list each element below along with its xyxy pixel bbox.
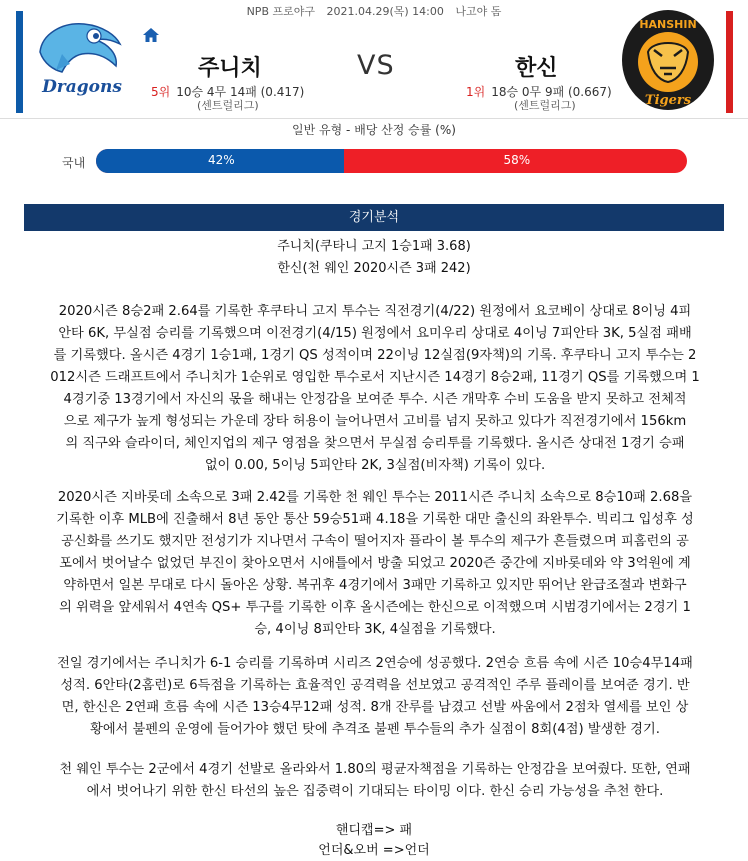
win-probability-bar <box>96 149 687 173</box>
handicap-pick: 핸디캡=> 패 <box>335 823 413 838</box>
match-header <box>0 0 748 119</box>
under-over-pick: 언더&오버 =>언더 <box>318 843 430 858</box>
analysis-line: 안타 6K, 무실점 승리를 기록했으며 이전경기(4/15) 원정에서 요미우리 상대로 4이닝 7피안타 3K, 5실점 패배 <box>58 326 692 341</box>
analysis-line: 면, 한신은 2연패 흐름 속에 시즌 13승4무12패 성적. 8개 잔루를 남겼고 선발 싸움에서 2점차 열세를 보인 상 <box>61 700 689 715</box>
svg-text:Tigers: Tigers <box>644 93 692 108</box>
analysis-line: 승, 4이닝 8피안타 3K, 4실점을 기록했다. <box>254 622 496 637</box>
away-team-record-text: 18승 0무 9패 (0.667) <box>491 85 612 99</box>
match-datetime: 2021.04.29(목) 14:00 <box>326 5 444 18</box>
analysis-line: 공신화를 쓰기도 했지만 전성기가 지나면서 구속이 떨어지자 플라이 볼 투수의 제구가 흔들렸으며 피홈런의 공 <box>61 534 689 549</box>
home-team-league: (센트럴리그) <box>197 99 259 112</box>
betting-row-label: 국내 <box>62 156 86 170</box>
analysis-line: 전일 경기에서는 주니치가 6-1 승리를 기록하며 시리즈 2연승에 성공했다. 2연승 흐름 속에 시즌 10승4무14패 <box>57 656 693 671</box>
starting-pitchers <box>0 236 748 280</box>
home-team-record-text: 10승 4무 14패 (0.417) <box>176 85 305 99</box>
home-team-rank: 5위 <box>151 85 171 99</box>
away-win-probability: 58% <box>503 153 531 167</box>
home-win-probability: 42% <box>208 153 235 167</box>
analysis-line: 2020시즌 8승2패 2.64를 기록한 후쿠타니 고지 투수는 직전경기(4/22) 원정에서 요코베이 상대로 8이닝 4피 <box>58 304 692 319</box>
away-team-rank: 1위 <box>466 85 486 99</box>
analysis-line: 성적. 6안타(2홈런)로 6득점을 기록하는 효율적인 공격력을 선보였고 공격적인 주루 플레이를 보여준 경기. 반 <box>60 678 690 693</box>
away-starting-pitcher: 한신(천 웨인 2020시즌 3패 242) <box>277 261 471 276</box>
analysis-line: 의 위력을 앞세워서 4연속 QS+ 투구를 기록한 이후 올시즌에는 한신으로 이적했으며 시범경기에서는 2경기 1 <box>59 600 691 615</box>
analysis-line: 를 기록했다. 올시즌 4경기 1승1패, 1경기 QS 성적이며 22이닝 12실점(9자책)의 기록. 후쿠타니 고지 투수는 2 <box>53 348 697 363</box>
away-team-name: 한신 <box>515 56 558 81</box>
tigers-logo <box>620 8 716 112</box>
analysis-paragraph <box>12 759 738 803</box>
home-starting-pitcher: 주니치(쿠타니 고지 1승1패 3.68) <box>277 239 471 254</box>
analysis-line: 포에서 벗어날수 없었던 부진이 찾아오면서 시애틀에서 방출 되었고 2020즌 중간에 지바롯데와 약 3억원에 계 <box>59 556 691 571</box>
betting-row <box>0 148 748 174</box>
betting-picks <box>0 821 748 861</box>
svg-text:HANSHIN: HANSHIN <box>639 18 697 31</box>
versus-label: VS <box>357 50 395 81</box>
betting-title: 일반 유형 - 배당 산정 승률 (%) <box>292 123 456 137</box>
analysis-line: 4경기중 13경기에서 자신의 몫을 해내는 안정감을 보여준 투수. 시즌 개막후 수비 도움을 받지 못하고 전체적 <box>63 392 687 407</box>
analysis-line: 황에서 불펜의 운영에 들어가야 했던 탓에 추격조 불펜 투수들의 추가 실점이 8회(4점) 발생한 경기. <box>90 722 660 737</box>
analysis-line: 천 웨인 투수는 2군에서 4경기 선발로 올라와서 1.80의 평균자책점을 기록하는 안정감을 보여줬다. 또한, 연패 <box>59 762 691 777</box>
match-venue: 나고야 돔 <box>455 5 502 18</box>
analysis-section-header: 경기분석 <box>24 204 724 231</box>
home-team-name: 주니치 <box>198 56 262 81</box>
svg-text:Dragons: Dragons <box>42 77 122 97</box>
analysis-paragraph <box>12 487 738 641</box>
analysis-line: 에서 벗어나기 위한 한신 타선의 높은 집중력이 기대되는 타이밍 이다. 한신 승리 가능성을 추천 한다. <box>86 784 664 799</box>
analysis-line: 기록한 이후 MLB에 진출해서 8년 동안 통산 59승51패 4.18을 기록한 대만 출신의 좌완투수. 빅리그 입성후 성 <box>56 512 694 527</box>
analysis-line: 의 직구와 슬라이더, 체인지업의 제구 영점을 찾으면서 무실점 승리투를 기록했다. 올시즌 상대전 1경기 승패 <box>65 436 685 451</box>
analysis-line: 없이 0.00, 5이닝 5피안타 2K, 3실점(비자책) 기록이 있다. <box>204 458 546 473</box>
analysis-line: 약하면서 일본 무대로 다시 돌아온 상황. 복귀후 4경기에서 3패만 기록하고 있지만 뛰어난 완급조절과 변화구 <box>63 578 687 593</box>
analysis-line: 012시즌 드래프트에서 주니치가 1순위로 영입한 투수로서 지난시즌 14경기 8승2패, 11경기 QS를 기록했으며 1 <box>50 370 700 385</box>
analysis-paragraph <box>12 301 738 477</box>
analysis-line: 2020시즌 지바롯데 소속으로 3패 2.42를 기록한 천 웨인 투수는 2011시즌 주니치 소속으로 8승10패 2.68을 <box>57 490 693 505</box>
home-team-color-bar <box>16 11 23 113</box>
analysis-paragraph <box>12 653 738 741</box>
analysis-line: 으로 제구가 높게 형성되는 가운데 장타 허용이 늘어나면서 고비를 넘지 못하고 있다가 직전경기에서 156km <box>63 414 687 429</box>
dragons-logo <box>32 14 136 100</box>
home-icon[interactable] <box>142 27 160 43</box>
away-team-color-bar <box>726 11 733 113</box>
league-name: NPB 프로야구 <box>246 5 315 18</box>
away-team-league: (센트럴리그) <box>514 99 576 112</box>
